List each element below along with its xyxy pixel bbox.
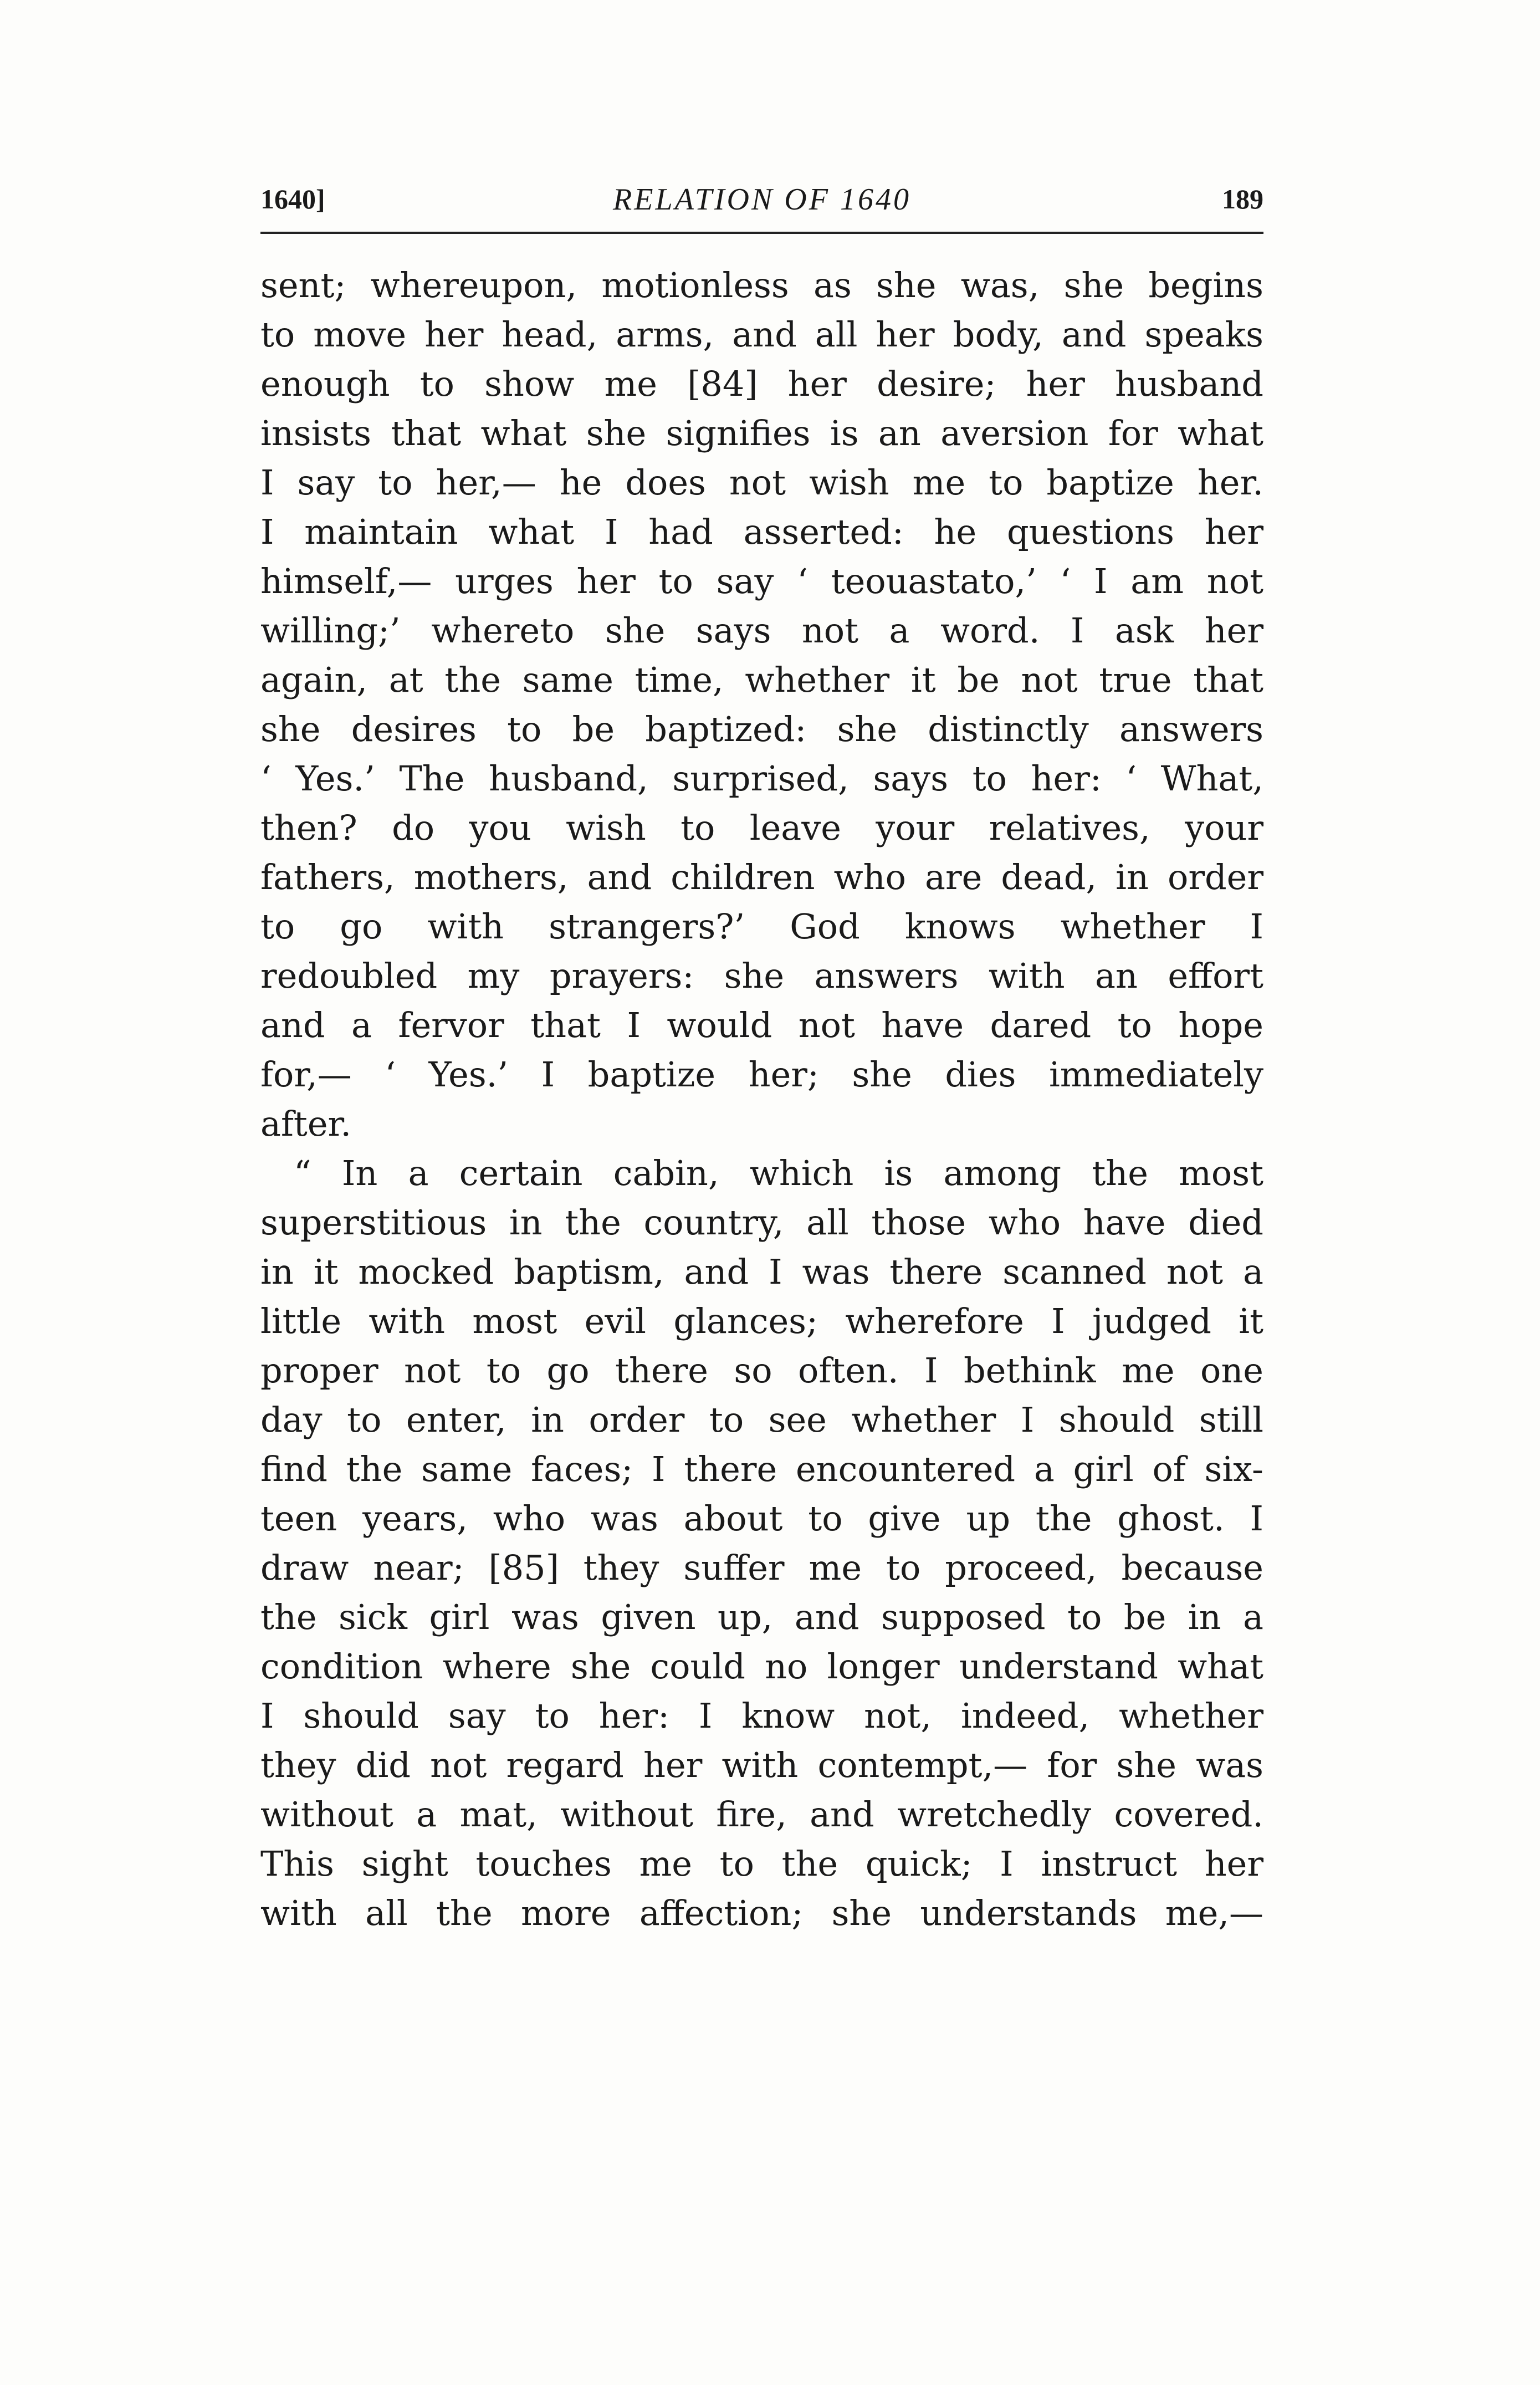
text-line: willing;’ whereto she says not a word. I ask her [260, 610, 1263, 651]
text-line: sent; whereupon, motionless as she was, she begins [260, 265, 1263, 305]
text-line: they did not regard her with contempt,— for she was [260, 1745, 1263, 1785]
page-number: 189 [1222, 183, 1263, 215]
text-line: find the same faces; I there encountered a girl of six- [260, 1449, 1263, 1489]
text-line: without a mat, without fire, and wretchedly covered. [260, 1794, 1263, 1835]
text-line: to move her head, arms, and all her body, and speaks [260, 314, 1263, 355]
text-line: then? do you wish to leave your relatives, your [260, 808, 1263, 848]
text-line: enough to show me [84] her desire; her husband [260, 364, 1263, 404]
text-line: with all the more affection; she understands me,— [260, 1893, 1263, 1933]
text-line: superstitious in the country, all those who have died [260, 1202, 1263, 1243]
running-header [260, 177, 1263, 233]
text-line: and a fervor that I would not have dared to hope [260, 1005, 1263, 1045]
text-line: she desires to be baptized: she distinctly answers [260, 709, 1263, 749]
text-line: This sight touches me to the quick; I instruct her [260, 1843, 1263, 1884]
body-text [260, 261, 1263, 1938]
text-line: day to enter, in order to see whether I should still [260, 1400, 1263, 1440]
text-line: in it mocked baptism, and I was there scanned not a [260, 1252, 1263, 1292]
text-line: insists that what she signifies is an aversion for what [260, 413, 1263, 453]
text-line: fathers, mothers, and children who are dead, in order [260, 857, 1263, 897]
text-line: proper not to go there so often. I bethink me one [260, 1350, 1263, 1391]
header-year: 1640] [260, 183, 325, 215]
text-line: teen years, who was about to give up the ghost. I [260, 1498, 1263, 1539]
text-line: again, at the same time, whether it be not true that [260, 660, 1263, 700]
text-line: little with most evil glances; wherefore I judged it [260, 1301, 1263, 1341]
text-line: condition where she could no longer understand what [260, 1646, 1263, 1687]
text-line: I should say to her: I know not, indeed, whether [260, 1695, 1263, 1736]
text-line: ‘ Yes.’ The husband, surprised, says to her: ‘ What, [260, 758, 1263, 799]
text-line: to go with strangers?’ God knows whether I [260, 906, 1263, 947]
text-line: draw near; [85] they suffer me to proceed, because [260, 1548, 1263, 1588]
text-line: “ In a certain cabin, which is among the most [294, 1153, 1263, 1193]
header-title: RELATION OF 1640 [613, 182, 911, 217]
text-line: himself,— urges her to say ‘ teouastato,’ ‘ I am not [260, 561, 1263, 601]
text-line: the sick girl was given up, and supposed to be in a [260, 1597, 1263, 1637]
text-line: I maintain what I had asserted: he questions her [260, 512, 1263, 552]
text-line: after. [260, 1104, 352, 1144]
text-line: for,— ‘ Yes.’ I baptize her; she dies immediately [260, 1054, 1263, 1095]
header-rule [260, 232, 1263, 234]
text-line: I say to her,— he does not wish me to baptize her. [260, 462, 1263, 503]
text-line: redoubled my prayers: she answers with an effort [260, 956, 1263, 996]
